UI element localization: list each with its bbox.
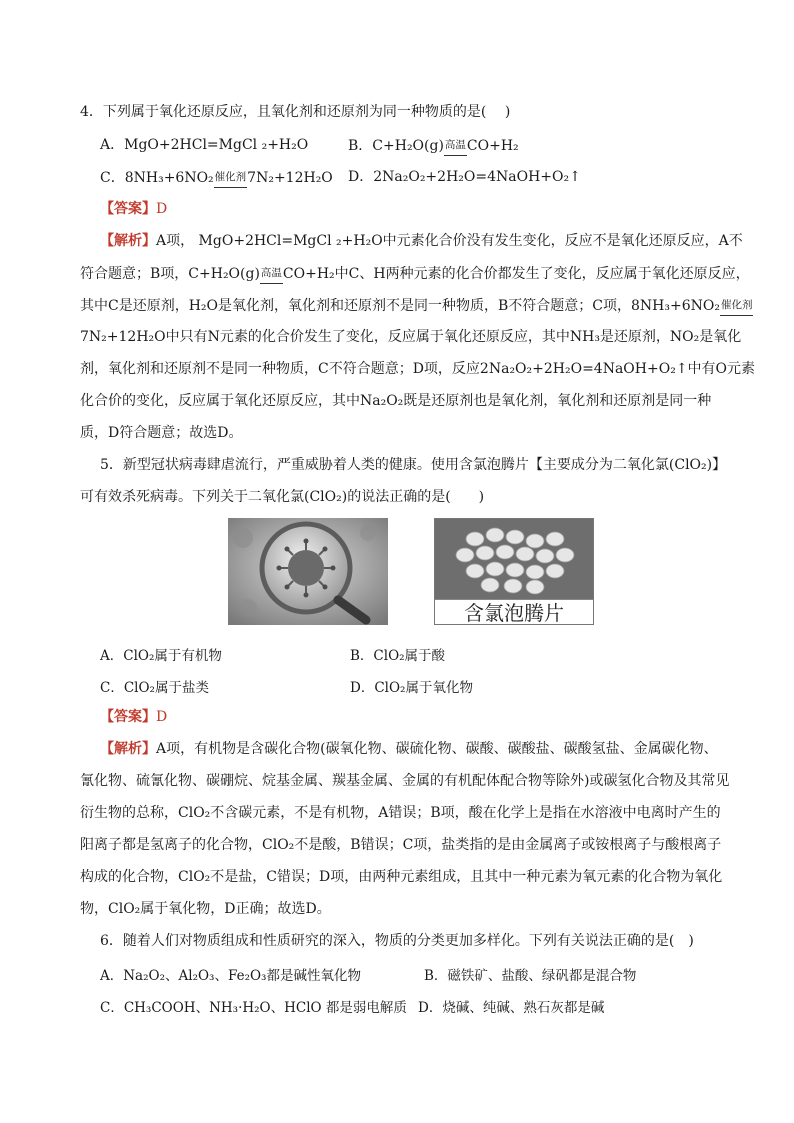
q5-analysis-line-5: 构成的化合物，ClO₂不是盐，C错误；D项，由两种元素组成，且其中一种元素为氧元素的化合物为氧化: [80, 869, 723, 885]
q6-option-c: C．CH₃COOH、NH₃·H₂O、HClO 都是弱电解质: [100, 1000, 407, 1016]
reaction-condition-catalyst: 催化剂: [214, 168, 248, 186]
q4-analysis-line-5: 剂，氧化剂和还原剂不是同一种物质，C不符合题意；D项，反应2Na₂O₂+2H₂O=4NaOH+O₂↑中有O元素: [80, 361, 756, 377]
q5-analysis-line-2: 氰化物、硫氰化物、碳硼烷、烷基金属、羰基金属、金属的有机配体配合物等除外)或碳氢化合物及其常见: [80, 773, 730, 789]
q5-analysis-line-6: 物，ClO₂属于氧化物，D正确；故选D。: [80, 901, 331, 917]
q6-stem: 6．随着人们对物质组成和性质研究的深入，物质的分类更加多样化。下列有关说法正确的是( ): [100, 933, 694, 949]
q5-option-a: A．ClO₂属于有机物: [100, 648, 222, 664]
q5-stem-line-2: 可有效杀死病毒。下列关于二氧化氯(ClO₂)的说法正确的是( ): [80, 489, 485, 505]
q4-analysis-line-2: 符合题意；B项，C+H₂O(g)高温CO+H₂中C、H两种元素的化合价都发生了变化，反应属于氧化还原反应，: [80, 266, 750, 282]
q6-option-b: B．磁铁矿、盐酸、绿矾都是混合物: [424, 968, 637, 984]
q6-option-a: A．Na₂O₂、Al₂O₃、Fe₂O₃都是碱性氧化物: [100, 968, 361, 984]
q5-analysis-line-1: 【解析】A项，有机物是含碳化合物(碳氧化物、碳硫化物、碳酸、碳酸盐、碳酸氢盐、金属碳化物、: [100, 741, 718, 757]
q4-analysis-line-4: 7N₂+12H₂O中只有N元素的化合价发生了变化，反应属于氧化还原反应，其中NH₃是还原剂，NO₂是氧化: [80, 329, 742, 345]
q4-analysis-line-1: 【解析】A项， MgO+2HCl=MgCl ₂+H₂O中元素化合价没有发生变化，反应不是氧化还原反应，A不: [100, 233, 743, 249]
q4-stem: 4．下列属于氧化还原反应，且氧化剂和还原剂为同一种物质的是( ): [80, 104, 511, 120]
q5-stem-line-1: 5．新型冠状病毒肆虐流行，严重威胁着人类的健康。使用含氯泡腾片【主要成分为二氧化氯(ClO₂)】: [100, 457, 727, 473]
q5-option-b: B．ClO₂属于酸: [350, 648, 446, 664]
effervescent-tablet-image: [434, 518, 594, 625]
q5-answer: 【答案】D: [100, 709, 168, 725]
q6-option-d: D．烧碱、纯碱、熟石灰都是碱: [418, 1000, 605, 1016]
q4-option-b: B．C+H₂O(g)高温CO+H₂: [348, 138, 519, 154]
q5-analysis-line-3: 衍生物的总称，ClO₂不含碳元素，不是有机物，A错误；B项，酸在化学上是指在水溶液中电离时产生的: [80, 805, 721, 821]
q4-option-c: C．8NH₃+6NO₂催化剂7N₂+12H₂O: [100, 170, 333, 186]
q5-option-d: D．ClO₂属于氧化物: [350, 680, 473, 696]
q5-analysis-line-4: 阳离子都是氢离子的化合物，ClO₂不是酸，B错误；C项，盐类指的是由金属离子或铵根离子与酸根离子: [80, 837, 722, 853]
q4-analysis-line-6: 化合价的变化，反应属于氧化还原反应，其中Na₂O₂既是还原剂也是氧化剂，氧化剂和还原剂是同一种: [80, 393, 712, 409]
q4-analysis-line-3: 其中C是还原剂，H₂O是氧化剂，氧化剂和还原剂不是同一种物质，B不符合题意；C项，8NH₃+6NO₂催化剂: [80, 298, 753, 314]
reaction-condition-high-temp: 高温: [444, 136, 467, 154]
q5-option-c: C．ClO₂属于盐类: [100, 680, 209, 696]
q4-option-d: D．2Na₂O₂+2H₂O=4NaOH+O₂↑: [348, 169, 581, 185]
image-caption: 含氯泡腾片: [435, 599, 593, 625]
virus-magnifier-image: [228, 518, 388, 625]
q4-option-a: A．MgO+2HCl=MgCl ₂+H₂O: [100, 137, 309, 153]
q4-answer: 【答案】D: [100, 201, 168, 217]
q4-analysis-line-7: 质，D符合题意；故选D。: [80, 425, 243, 441]
